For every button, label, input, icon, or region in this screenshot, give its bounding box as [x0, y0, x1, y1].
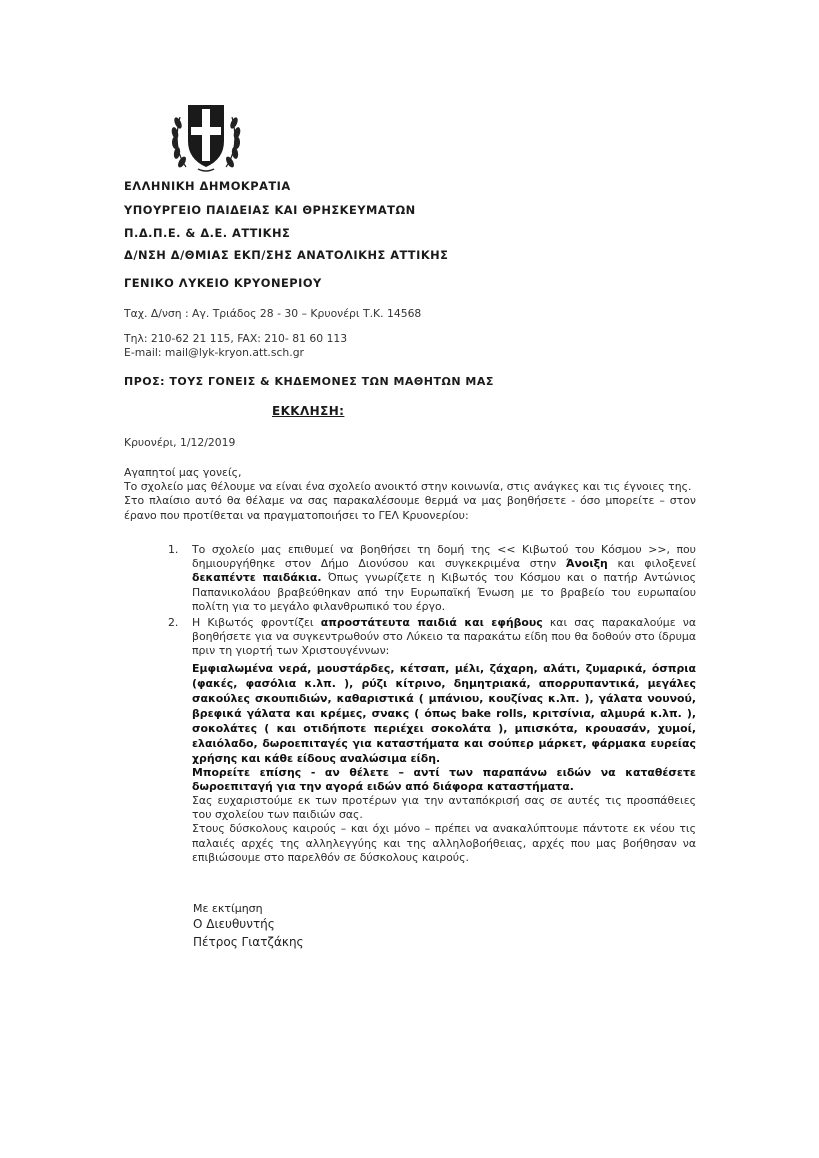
school-phone-fax: Τηλ: 210-62 21 115, FAX: 210- 81 60 113: [124, 332, 348, 345]
school-address: Ταχ. Δ/νση : Αγ. Τριάδος 28 - 30 – Κρυονέρι Τ.Κ. 14568: [124, 307, 422, 320]
donation-items-list: Εμφιαλωμένα νερά, μουστάρδες, κέτσαπ, μέλι, ζάχαρη, αλάτι, ζυμαρικά, όσπρια (φακές, φασόλια κ.λπ. ), ρύζι κίτρινο, δημητριακά, απορρυπαντικά, μεγάλες σακούλες σκουπιδιών, καθαριστικά ( μπάνιου, κουζίνας κ.λπ. ), γάλατα νουνού, βρεφικά γάλατα και κρέμες, σνακς ( όπως bake rolls, κριτσίνια, αλμυρά κ.λπ. ), σοκολάτες ( και οτιδήποτε περιέχει σοκολάτα ), μπισκότα, κρουασάν, χυμοί, ελαιόλαδο, δωροεπιταγές για καταστήματα και σούπερ μάρκετ, φάρμακα ευρείας χρήσης και κάθε είδους αναλώσιμα είδη.: [192, 661, 696, 765]
school-email: E-mail: mail@lyk-kryon.att.sch.gr: [124, 346, 304, 359]
header-republic: ΕΛΛΗΝΙΚΗ ΔΗΜΟΚΡΑΤΙΑ: [124, 179, 291, 193]
header-regional-directorate: Π.Δ.Π.Ε. & Δ.Ε. ΑΤΤΙΚΗΣ: [124, 226, 291, 240]
list-item: 2. Η Κιβωτός φροντίζει απροστάτευτα παιδιά και εφήβους και σας παρακαλούμε να βοηθήσετε για να συγκεντρωθούν στο Λύκειο τα παρακάτω είδη που θα δοθούν στο ίδρυμα πριν τη γιορτή των Χριστουγέννων: Εμφιαλωμένα νερά, μουστάρδες, κέτσαπ, μέλι, ζάχαρη, αλάτι, ζυμαρικά, όσπρια (φακές, φασόλια κ.λπ. ), ρύζι κίτρινο, δημητριακά, απορρυπαντικά, μεγάλες σακούλες σκουπιδιών, καθαριστικά ( μπάνιου, κουζίνας κ.λπ. ), γάλατα νουνού, βρεφικά γάλατα και κρέμες, σνακς ( όπως bake rolls, κριτσίνια, αλμυρά κ.λπ. ), σοκολάτες ( και οτιδήποτε περιέχει σοκολάτα ), μπισκότα, κρουασάν, χυμοί, ελαιόλαδο, δωροεπιταγές για καταστήματα και σούπερ μάρκετ, φάρμακα ευρείας χρήσης και κάθε είδους αναλώσιμα είδη. Μπορείτε επίσης - αν θέλετε – αντί των παραπάνω ειδών να καταθέσετε δωροεπιταγή για την αγορά ειδών από διάφορα καταστήματα. Σας ευχαριστούμε εκ των προτέρων για την ανταπόκρισή σας σε αυτές τις προσπάθειες του σχολείου των παιδιών σας. Στους δύσκολους καιρούς – και όχι μόνο – πρέπει να ανακαλύπτουμε πάντοτε εκ νέου τις παλαιές αρχές της αλληλεγγύης και της αλληλοβοήθειας, αρχές που μας βοήθησαν να επιβιώσουμε στο παρελθόν σε δύσκολους καιρούς.: [168, 616, 696, 864]
recipient-line: ΠΡΟΣ: ΤΟΥΣ ΓΟΝΕΙΣ & ΚΗΔΕΜΟΝΕΣ ΤΩΝ ΜΑΘΗΤΩΝ ΜΑΣ: [124, 375, 494, 388]
thanks-paragraph: Σας ευχαριστούμε εκ των προτέρων για την ανταπόκρισή σας σε αυτές τις προσπάθειες του σχολείου των παιδιών σας.: [192, 794, 696, 822]
list-item: 1. Το σχολείο μας επιθυμεί να βοηθήσει τη δομή της << Κιβωτού του Κόσμου >>, που δημιουργήθηκε στον Δήμο Διονύσου και συγκεκριμένα στην Άνοιξη και φιλοξενεί δεκαπέντε παιδάκια. Όπως γνωρίζετε η Κιβωτός του Κόσμου και ο πατήρ Αντώνιος Παπανικολάου βραβεύθηκαν από την Ευρωπαϊκή Ένωση με το βραβείο του ευρωπαίου πολίτη για το μεγάλο φιλανθρωπικό του έργο.: [168, 543, 697, 613]
intro-paragraph-2: Στο πλαίσιο αυτό θα θέλαμε να σας παρακαλέσουμε θερμά να μας βοηθήσετε - όσο μπορείτε – στον έρανο που προτίθεται να πραγματοποιήσει το ΓΕΛ Κρυονερίου:: [124, 494, 696, 522]
school-name: ΓΕΝΙΚΟ ΛΥΚΕΙΟ ΚΡΥΟΝΕΡΙΟΥ: [124, 276, 322, 290]
list-item-number: 2.: [168, 616, 179, 630]
request-list: [164, 543, 696, 867]
document-title: ΕΚΚΛΗΣΗ:: [272, 404, 345, 418]
greeting: Αγαπητοί μας γονείς,: [124, 466, 242, 479]
intro-paragraph-1: Το σχολείο μας θέλουμε να είναι ένα σχολείο ανοικτό στην κοινωνία, στις ανάγκες και τις έγνοιες της.: [124, 480, 692, 494]
header-education-directorate: Δ/ΝΣΗ Δ/ΘΜΙΑΣ ΕΚΠ/ΣΗΣ ΑΝΑΤΟΛΙΚΗΣ ΑΤΤΙΚΗΣ: [124, 248, 449, 262]
signature-regards: Με εκτίμηση: [193, 902, 263, 915]
signature-role: Ο Διευθυντής: [193, 917, 275, 931]
greek-coat-of-arms-icon: [168, 97, 244, 175]
list-item-number: 1.: [168, 543, 179, 556]
letter-intro: [124, 466, 696, 523]
header-ministry: ΥΠΟΥΡΓΕΙΟ ΠΑΙΔΕΙΑΣ ΚΑΙ ΘΡΗΣΚΕΥΜΑΤΩΝ: [124, 203, 416, 217]
gift-voucher-offer: Μπορείτε επίσης - αν θέλετε – αντί των παραπάνω ειδών να καταθέσετε δωροεπιταγή για την αγορά ειδών από διάφορα καταστήματα.: [192, 765, 696, 793]
closing-paragraph: Στους δύσκολους καιρούς – και όχι μόνο – πρέπει να ανακαλύπτουμε πάντοτε εκ νέου τις παλαιές αρχές της αλληλεγγύης και της αλληλοβοήθειας, αρχές που μας βοήθησαν να επιβιώσουμε στο παρελθόν σε δύσκολους καιρούς.: [192, 822, 696, 864]
signature-name: Πέτρος Γιατζάκης: [193, 935, 304, 949]
document-date: Κρυονέρι, 1/12/2019: [124, 436, 236, 449]
